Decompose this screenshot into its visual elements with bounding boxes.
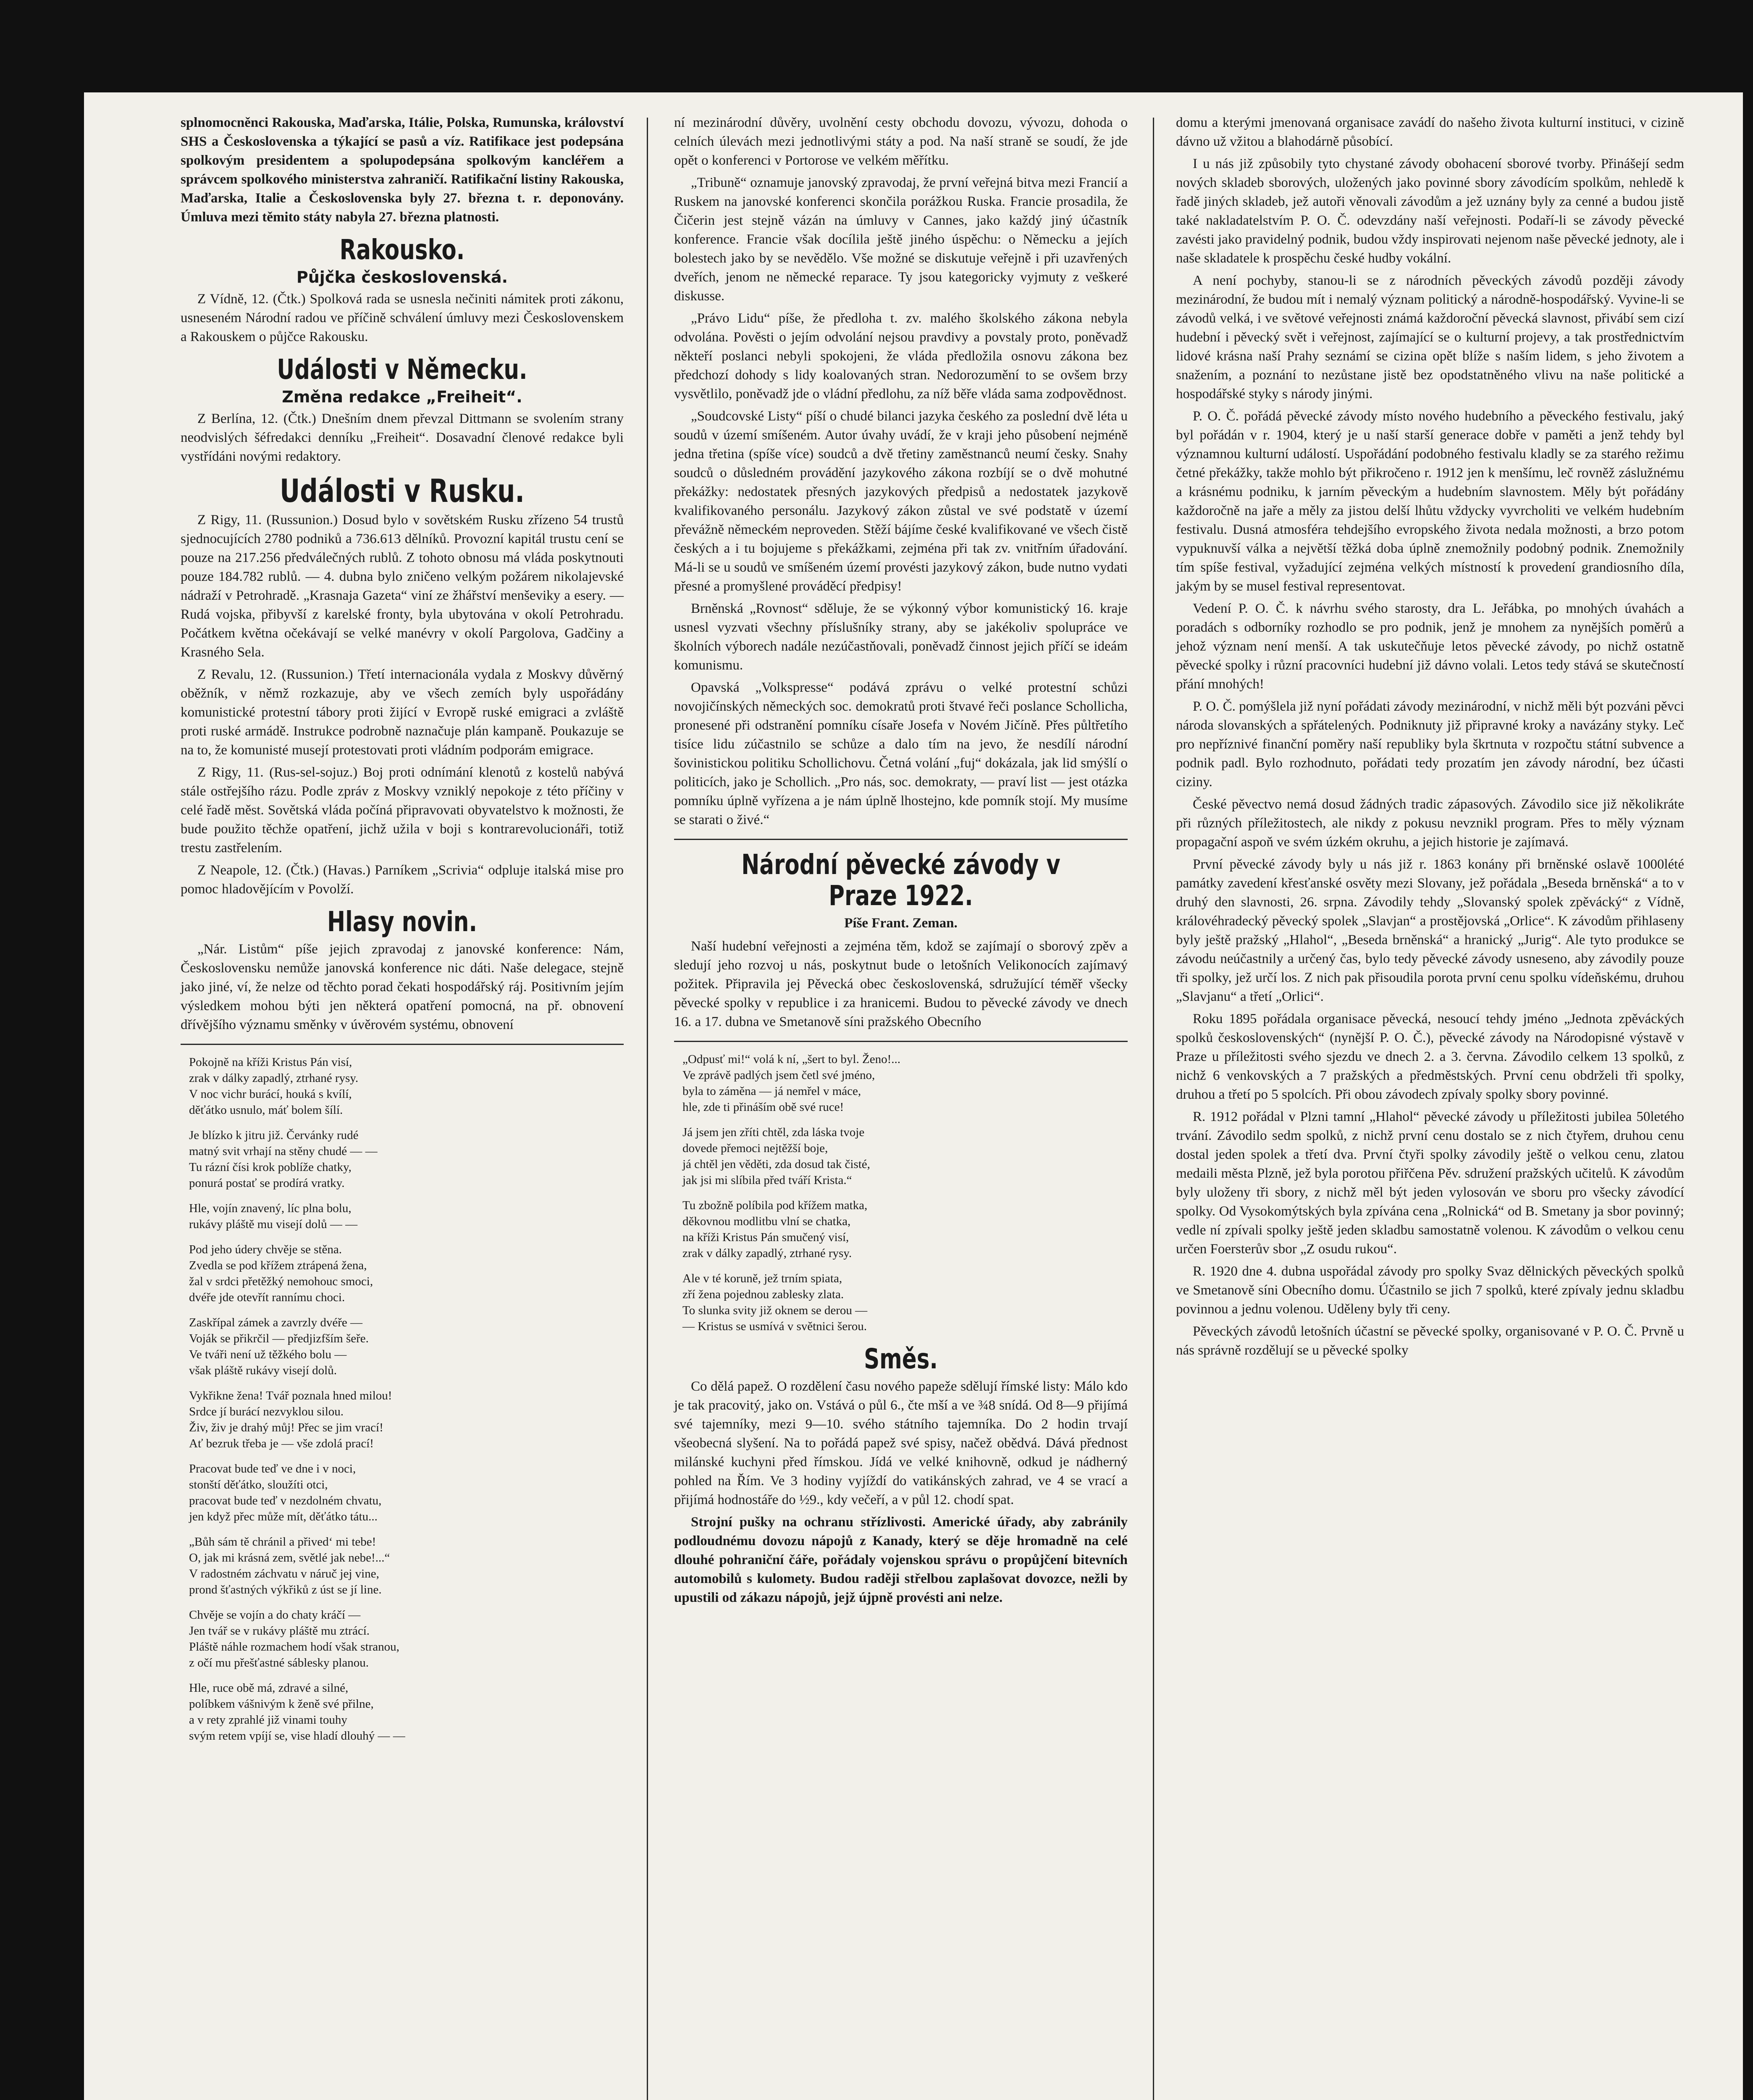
poem-line: stonští děťátko, sloužíti otci, [189, 1478, 328, 1491]
paragraph: Strojní pušky na ochranu střízlivosti. Americké úřady, aby zabránily podloudnému dovozu nápojů z Kanady, který se děje hromadně na celé dlouhé pohraniční čáře, pořádaly vojenskou správu o propůjčení bitevních automobilů s kulomety. Budou raději střelbou zaplašovat dovozce, nežli by upustili od zákazu nápojů, jejž újpně provésti ani nelze. [674, 1515, 1128, 1605]
poem-line: zrak v dálky zapadlý, ztrhané rysy. [682, 1247, 852, 1260]
poem-line: matný svit vrhají na stěny chudé — — [189, 1144, 378, 1158]
poem-line: To slunka svity již oknem se derou — [682, 1304, 868, 1317]
divider [181, 1044, 624, 1045]
poem-stanza [682, 1124, 1128, 1188]
poem-line: Tu zbožně políbila pod křížem matka, [682, 1199, 868, 1212]
poem-line: já chtěl jen věděti, zda dosud tak čisté, [682, 1158, 870, 1171]
poem-line: Srdce jí burácí nezvyklou silou. [189, 1405, 344, 1418]
poem-line: Zaskřípal zámek a zavrzly dvéře — [189, 1316, 363, 1329]
poem-line: pracovat bude teď v nezdolném chvatu, [189, 1494, 382, 1507]
poem-stanza [189, 1534, 624, 1598]
poem-stanza [189, 1315, 624, 1378]
article-title: Národní pěvecké závody v Praze 1922. [741, 848, 1060, 912]
poem-line: — Kristus se usmívá v světnici šerou. [682, 1320, 867, 1333]
paragraph: České pěvectvo nemá dosud žádných tradic zápasových. Závodilo sice již několikráte při různých příležitostech, ale nikdy z pokusu nevznikl program. Přes to měly význam propagační aspoň ve svém úzkém okruhu, a jejich historie je zajímavá. [1176, 797, 1684, 850]
paragraph: Z Neapole, 12. (Čtk.) (Havas.) Parníkem „Scrivia“ odpluje italská mise pro pomoc hladovějícím v Povolží. [181, 863, 624, 897]
poem-line: na kříži Kristus Pán smučený visí, [682, 1231, 849, 1244]
paragraph: Z Berlína, 12. (Čtk.) Dnešním dnem převzal Dittmann se svolením strany neodvislých šéfredakci denníku „Freiheit“. Dosavadní členové redakce byli vystřídáni novými redaktory. [181, 411, 624, 464]
poem-line: děťátko usnulo, máť bolem šílí. [189, 1103, 343, 1117]
poem-stanza [682, 1197, 1128, 1261]
poem-stanza [682, 1051, 1128, 1115]
newspaper-page [84, 92, 1743, 2100]
paragraph: Z Rigy, 11. (Rus-sel-sojuz.) Boj proti odnímání klenotů z kostelů nabývá stále ostřejšího rázu. Podle zpráv z Moskvy vzniklý nepokoje z této příčiny v celé řadě měst. Sovětská vláda počíná připravovati obyvatelstvo k možnosti, že bude použito těchže opatření, jichž užila v boji s kontrarevolucionáři, totiž trestu zastřelením. [181, 765, 624, 856]
paragraph: P. O. Č. pomýšlela již nyní pořádati závody mezinárodní, v nichž měli být pozváni pěvci národa slovanských a spřátelených. Podniknuty již připravné kroky a navázány styky. Leč pro nepříznivé finanční poměry naší republiky byla škrtnuta v rozpočtu státní subvence a podnik padl. Bylo rozhodnuto, pořádati tedy prozatím jen závody národní, bez účasti ciziny. [1176, 699, 1684, 790]
poem [674, 1051, 1128, 1334]
paragraph: Co dělá papež. O rozdělení času nového papeže sdělují římské listy: Málo kdo je tak pracovitý, jako on. Vstává o půl 6., čte mší a ve ¾8 snídá. Od 8—9 přijímá své tajemníky, mezi 9—10. svého státního tajemníka. Do 2 hodin trvají všeobecná slyšení. Na to pořádá papež své spisy, načež obědvá. Dává přednost milánské kuchyni před římskou. Jídá ve velké knihovně, odkud je nádherný pohled na Řím. Ve 3 hodiny vyjíždí do vatikánských zahrad, ve 4 se vrací a přijímá hodnostáře do ½9., kdy večeří, a v půl 12. chodí spat. [674, 1379, 1128, 1507]
paragraph: splnomocněnci Rakouska, Maďarska, Itálie, Polska, Rumunska, království SHS a Československa a týkající se pasů a víz. Ratifikace jest podepsána spolkovým presidentem a spolupodepsána spolkovým kancléřem a správcem spolkového ministerstva zahraničí. Ratifikační listiny Rakouska, Maďarska, Italie a Československa byly 27. března t. r. deponovány. Úmluva mezi těmito státy nabyla 27. března platnosti. [181, 115, 624, 225]
paragraph: A není pochyby, stanou-li se z národních pěveckých závodů později závody mezinárodní, že budou mít i nemalý význam politický a národně-hospodářský. Vyvine-li se závodů velká, i ve světové veřejnosti známá každoroční pěvecká slavnost, přivábí sem cizí hudební i pěvecký svět i veřejnost, zajímající se o kulturní projevy, a tak prostřednictvím lidové krásna naší Prahy seznámí se cizina opět blíže s naším lidem, s jeho životem a snažením, a poznání to nezůstane jistě bez opodstatněného vlivu na naše politické a hospodářské styky s národy jinými. [1176, 273, 1684, 402]
poem-stanza [189, 1054, 624, 1118]
poem-line: Chvěje se vojín a do chaty kráčí — [189, 1608, 361, 1622]
paragraph: „Nár. Listům“ píše jejich zpravodaj z janovské konference: Nám, Československu nemůže janovská konference nic dáti. Naše delegace, stejně jako jiné, ví, že nelze od těchto porad čekati hospodářský ráj. Positivním jejím výsledkem mohou býti jen některá opatření pomocná, na př. obnovení dřívějšího významu směnky v úvěrovém systému, obnovení [181, 942, 624, 1032]
poem-line: Ale v té koruně, jež trním spiata, [682, 1272, 842, 1285]
column-rule [647, 118, 648, 2100]
divider [674, 839, 1128, 840]
poem-line: z očí mu přešťastné sáblesky planou. [189, 1656, 369, 1670]
poem-line: Zvedla se pod křížem ztrápená žena, [189, 1259, 367, 1272]
poem [181, 1054, 624, 1744]
section-heading-hlasy: Hlasy novin. [327, 906, 478, 938]
poem-line: „Odpusť mi!“ volá k ní, „šert to byl. Ženo!... [682, 1053, 900, 1066]
paragraph: I u nás již způsobily tyto chystané závody obohacení sborové tvorby. Přinášejí sedm nových skladeb sborových, uložených jako povinné sbory závodícím spolkům, nehledě k řadě jiných skladeb, jež autoři věnovali závodům a jež uznány byly za cenné a budou jistě také nakladatelstvím P. O. Č. odevzdány naší veřejnosti. Podaří-li se závody pěvecké zavésti jako pravidelný podnik, budou vždy inspirovati nejenom naše pěvecké jednoty, ale i naše skladatele k prospěchu české hudby vokální. [1176, 156, 1684, 266]
poem-line: byla to záměna — já nemřel v máce, [682, 1084, 861, 1098]
poem-line: Pracovat bude teď ve dne i v noci, [189, 1462, 356, 1475]
paragraph: Opavská „Volkspresse“ podává zprávu o velké protestní schůzi novojičínských německých soc. demokratů proti štvavé řeči poslance Schollicha, pronesené při odstranění pomníku císaře Josefa v Novém Jičíně. Přes půltřetího tisíce lidu zúčastnilo se schůze a dalo tím na jevo, že nesdílí národní šovinistickou politiku Schollichovu. Četná volání „fuj“ dokázala, jak lid smýšlí o politicích, jako je Schollich. „Pro nás, soc. demokraty, — praví list — jest otázka pomníku úplně vyřízena a je nám úplně lhostejno, kde pomník stojí. My musíme se starati o živé.“ [674, 680, 1128, 827]
poem-stanza [189, 1607, 624, 1671]
poem-line: V noc vichr burácí, houká s kvílí, [189, 1087, 352, 1101]
paragraph: Z Revalu, 12. (Russunion.) Třetí internacionála vydala z Moskvy důvěrný oběžník, v němž rozkazuje, aby ve všech zemích byly uspořádány komunistické protestní tábory proti žijící v Evropě ruské emigraci a zvláště proti ruské armádě. Instrukce podrobně naznačuje plán kampaně. Poukazuje se na to, že komunisté musejí protestovati proti vládním podporám emigrace. [181, 667, 624, 758]
poem-line: políbkem vášnivým k ženě své přilne, [189, 1697, 374, 1711]
byline: Píše Frant. Zeman. [844, 916, 958, 931]
poem-line: Tu rázní čísi krok poblíže chatky, [189, 1160, 352, 1174]
paragraph: První pěvecké závody byly u nás již r. 1863 konány při brněnské oslavě 1000lété památky zavedení křesťanské osvěty mezi Slovany, jež pořádala „Beseda brněnská“ a to v druhý den slavnosti, 26. srpna. Závodily tehdy „Slovanský spolek zpěvácký“ z Vídně, královéhradecký pěvecký spolek „Slavjan“ a prostějovská „Orlice“. K závodům přihlaseny byly ještě pražský „Hlahol“, „Beseda brněnská“ a hranický „Jurig“. Ale tyto produkce se závodu neúčastnily a určený čas, bylo tedy pěvecké závody usneseno, aby závodily pouze tři spolky, jež určí los. Z nich pak přisoudila porota první cenu spolku vídeňskému, druhou „Slavjanu“ a třetí „Orlici“. [1176, 857, 1684, 1004]
paragraph: ní mezinárodní důvěry, uvolnění cesty obchodu dovozu, vývozu, dohoda o celních úlevách mezi jednotlivými státy a pod. Na naší straně se soudí, že jde opět o konferenci v Portorose ve velkém měřítku. [674, 115, 1128, 168]
paragraph: „Soudcovské Listy“ píší o chudé bilanci jazyka českého za poslední dvě léta u soudů v území smíšeném. Autor úvahy uvádí, že v kraji jeho působení nejméně jedna třetina (spíše více) soudců a dvě třetiny zaměstnanců neumí česky. Snahy soudců o důsledném provádění jazykového zákona rozbíjí se o dvě mohutné překážky: nedostatek přesných jazykových předpisů a nedostatek jazykově kvalifikovaného personálu. Jazykový zákon zůstal ve své podstatě v území převážně německém neproveden. Stěží bájíme české kvalifikované ve všech čistě českých a i tu bojujeme s překážkami, zejména při tak zv. vnitřním úřadování. Má-li se u soudů ve smíšeném území provésti jazykový zákon, bude nutno vydati přesné a promyšlené prováděcí předpisy! [674, 409, 1128, 594]
paragraph: Z Rigy, 11. (Russunion.) Dosud bylo v sovětském Rusku zřízeno 54 trustů sjednocujících 2780 podniků a 736.613 dělníků. Provozní kapitál trustu cení se pouze na 217.256 předválečných rublů. Z tohoto obnosu má vláda poskytnouti pouze 184.782 rublů. — 4. dubna bylo zničeno velkým požárem nikolajevské nádraží v Petrohradě. „Krasnaja Gazeta“ viní ze žhářství menševiky a esery. — Rudá vojska, přibyvší z karelské fronty, byla ubytována v okolí Petrohradu. Počátkem května očekávají se velké manévry v okolí Pargolova, Gadčiny a Krasného Sela. [181, 512, 624, 660]
poem-line: dvéře jde otevřít rannímu choci. [189, 1291, 345, 1304]
subheading-pujcka: Půjčka československá. [296, 268, 508, 286]
poem-line: Vykřikne žena! Tvář poznala hned milou! [189, 1389, 392, 1402]
paragraph: Roku 1895 pořádala organisace pěvecká, nesoucí tehdy jméno „Jednota zpěváckých spolků československých“ (nynější P. O. Č.), pěvecké závody na Národopisné výstavě v Praze u příležitosti svého sjezdu ve dnech 2. a 3. června. Závodilo celkem 13 spolků, z nichž 6 venkovských a 7 pražských a předměstských. První cenu obdrželi tři spolky, druhou a třetí po 5 spolcích. Při obou závodech zpívaly spolky sbory povinné. [1176, 1011, 1684, 1102]
poem-line: žal v srdci přetěžký nemohouc smoci, [189, 1275, 373, 1288]
column-3 [1176, 113, 1684, 1363]
paragraph: Pěveckých závodů letošních účastní se pěvecké spolky, organisované v P. O. Č. Prvně u nás správně rozdělují se u pěvecké spolky [1176, 1324, 1684, 1358]
poem-stanza [189, 1680, 624, 1744]
poem-line: Jen tvář se v rukávy pláště mu ztrácí. [189, 1624, 370, 1638]
subheading-freiheit: Změna redakce „Freiheit“. [282, 388, 522, 406]
poem-stanza [189, 1461, 624, 1525]
paragraph: R. 1912 pořádal v Plzni tamní „Hlahol“ pěvecké závody u příležitosti jubilea 50letého trvání. Závodilo sedm spolků, z nichž první cenu dostalo se z nich čtyřem, druhou cenu dostal jeden spolek a třetí dva. První čtyři spolky závodily ještě o velkou cenu, zlatou medaili města Plzně, jež byla porotou přiřčena Pěv. sdružení pražských učitelů. K závodům byly uloženy tři sbory, z nichž měl být jeden vylosován ve sboru pro všecky závodící spolky. Od Vysokomýtských byla zpívána cena „Rolnická“ od B. Smetany ja sbor povinný; vedle ní zpívali spolky ještě jeden skladbu samostatně volenou. K závodům o velkou cenu určen Foersterův sbor „Z osudu rukou“. [1176, 1109, 1684, 1257]
poem-line: zrak v dálky zapadlý, ztrhané rysy. [189, 1071, 359, 1085]
poem-line: Pod jeho údery chvěje se stěna. [189, 1243, 342, 1256]
section-heading-nemecko: Události v Německu. [277, 353, 527, 386]
poem-stanza [189, 1388, 624, 1452]
poem-line: rukávy pláště mu visejí dolů — — [189, 1218, 358, 1231]
section-heading-smes: Směs. [864, 1343, 938, 1375]
poem-line: O, jak mi krásná zem, světlé jak nebe!...“ [189, 1551, 390, 1564]
poem-stanza [189, 1127, 624, 1191]
paragraph: Vedení P. O. Č. k návrhu svého starosty, dra L. Jeřábka, po mnohých úvahách a poradách s odborníky rozhodlo se pro podnik, jenž je mnohem za nynějších poměrů a jehož význam není menší. A tak uskutečňuje letos pěvecké závody, po nichž ostatně pěvecké spolky i různí pracovníci hudební již dávno volali. Letos tedy stává se skutečností přání mnohých! [1176, 601, 1684, 692]
poem-line: však pláště rukávy visejí dolů. [189, 1364, 337, 1377]
paragraph: Z Vídně, 12. (Čtk.) Spolková rada se usnesla nečiniti námitek proti zákonu, usneseném Národní radou ve příčině schválení úmluvy mezi Československem a Rakouskem o půjčce Rakousku. [181, 291, 624, 344]
poem-line: Já jsem jen zříti chtěl, zda láska tvoje [682, 1126, 865, 1139]
poem-line: Živ, živ je drahý můj! Přec se jim vrací! [189, 1421, 383, 1434]
section-heading-rusko: Události v Rusku. [280, 472, 525, 509]
poem-line: Hle, vojín znavený, líc plna bolu, [189, 1202, 352, 1215]
paragraph: Brněnská „Rovnost“ sděluje, že se výkonný výbor komunistický 16. kraje usnesl vyzvati všechny příslušníky strany, aby se jakékoliv spolupráce ve školních výborech nadále nezúčastňovali, poněvadž činnost jejich příčí se ideám komunismu. [674, 601, 1128, 673]
poem-line: hle, zde ti přináším obě své ruce! [682, 1100, 844, 1114]
poem-line: prond šťastných výkřiků z úst se jí line. [189, 1583, 382, 1596]
poem-line: Je blízko k jitru již. Červánky rudé [189, 1129, 359, 1142]
divider [674, 1041, 1128, 1042]
paragraph: domu a kterými jmenovaná organisace zavádí do našeho života kulturní instituci, v cizině dávno už vžitou a blahodárně působící. [1176, 115, 1684, 149]
poem-line: Voják se přikrčil — předjizfším šeře. [189, 1332, 369, 1345]
paragraph: „Tribuně“ oznamuje janovský zpravodaj, že první veřejná bitva mezi Francií a Ruskem na janovské konferenci skončila porážkou Ruska. Francie prosadila, že Čičerin jest stejně vázán na úmluvy v Cannes, jako každý jiný účastník konference. Francie však docílila ještě jiného úspěchu: o Německu a jejích bolestech jako by se nevědělo. Vše možné se diskutuje veřejně i při uzavřených dveřích, jenom ne německé reparace. Ty jsou kategoricky vyjmuty z veškeré diskusse. [674, 175, 1128, 304]
poem-line: Ve zprávě padlých jsem četl své jméno, [682, 1068, 875, 1082]
column-2 [674, 113, 1128, 1611]
column-rule [1153, 118, 1154, 2100]
paragraph: Naší hudební veřejnosti a zejména těm, kdož se zajímají o sborový zpěv a sledují jeho rozvoj u nás, poskytnut bude o letošních Velikonocích zajímavý požitek. Připravila jej Pěvecká obec československá, sdružující téměř všecky pěvecké spolky v republice i za hranicemi. Budou to pěvecké závody ve dnech 16. a 17. dubna ve Smetanově síni pražského Obecního [674, 939, 1128, 1029]
poem-line: a v rety zprahlé již vinami touhy [189, 1713, 347, 1727]
poem-stanza [682, 1270, 1128, 1334]
poem-line: Pláště náhle rozmachem hodí však stranou, [189, 1640, 399, 1654]
poem-line: jak jsi mi slíbila před tváří Krista.“ [682, 1173, 852, 1187]
poem-line: „Bůh sám tě chránil a přived‘ mi tebe! [189, 1535, 376, 1549]
poem-line: děkovnou modlitbu vlní se chatka, [682, 1215, 851, 1228]
column-1 [181, 113, 624, 1753]
poem-line: Pokojně na kříži Kristus Pán visí, [189, 1055, 352, 1069]
poem-line: Hle, ruce obě má, zdravé a silné, [189, 1681, 349, 1695]
poem-stanza [189, 1200, 624, 1232]
poem-line: ponurá postať se prodírá vratky. [189, 1176, 345, 1190]
paragraph: „Právo Lidu“ píše, že předloha t. zv. malého školského zákona nebyla odvolána. Pověsti o jejím odvolání nejsou pravdivy a povstaly proto, poněvadž někteří poslanci nebyli spokojeni, že vláda předložila osnovu zákona bez předchozí dohody s lidy koalovaných stran. Nedorozumění to se ovšem brzy vysvětlilo, poněvadž jde o vládní předlohu, za níž běře vláda sama zodpovědnost. [674, 311, 1128, 402]
poem-line: jen když přec může mít, děťátko tátu... [189, 1510, 378, 1523]
paragraph: R. 1920 dne 4. dubna uspořádal závody pro spolky Svaz dělnických pěveckých spolků ve Smetanově síni Obecního domu. Účastnilo se jich 7 spolků, které zpívaly jednu skladbu povinnou a jednu volenou. Uděleny byly tři ceny. [1176, 1264, 1684, 1317]
poem-line: dovede přemoci nejtěžší boje, [682, 1142, 828, 1155]
poem-stanza [189, 1242, 624, 1305]
poem-line: Ve tváři není už těžkého bolu — [189, 1348, 347, 1361]
poem-line: V radostném záchvatu v náruč jej vine, [189, 1567, 379, 1580]
poem-line: svým retem vpíjí se, vise hladí dlouhý — — [189, 1729, 405, 1743]
paragraph: P. O. Č. pořádá pěvecké závody místo nového hudebního a pěveckého festivalu, jaký byl pořádán v r. 1904, který je u naší starší generace dobře v paměti a jenž tehdy byl významnou kulturní událostí. Uspořádání podobného festivalu kladly se za starého režimu četné překážky, takže mohlo být přikročeno r. 1912 jen k menšímu, leč rovněž záslužnému a krásnému podniku, k jarním pěveckým a hudebním slavnostem. Měly být pořádány každoročně na jaře a měly za jistou delší lhůtu vždycky vyvrcholiti ve velkém hudebním festivalu. Dusná atmosféra tehdejšího evropského života nedala možnosti, a brzo potom vypuknuvší válka a největší těžká doba úplně znemožnily podobný podnik. Znemožnily tím spíše festival, vyžadující zejména velkých místností k provedení grandiosního díla, jakým by se musel festival representovat. [1176, 409, 1684, 594]
poem-line: zří žena pojednou zablesky zlata. [682, 1288, 844, 1301]
section-heading-rakousko: Rakousko. [339, 234, 465, 266]
poem-line: Ať bezruk třeba je — vše zdolá prací! [189, 1437, 374, 1450]
